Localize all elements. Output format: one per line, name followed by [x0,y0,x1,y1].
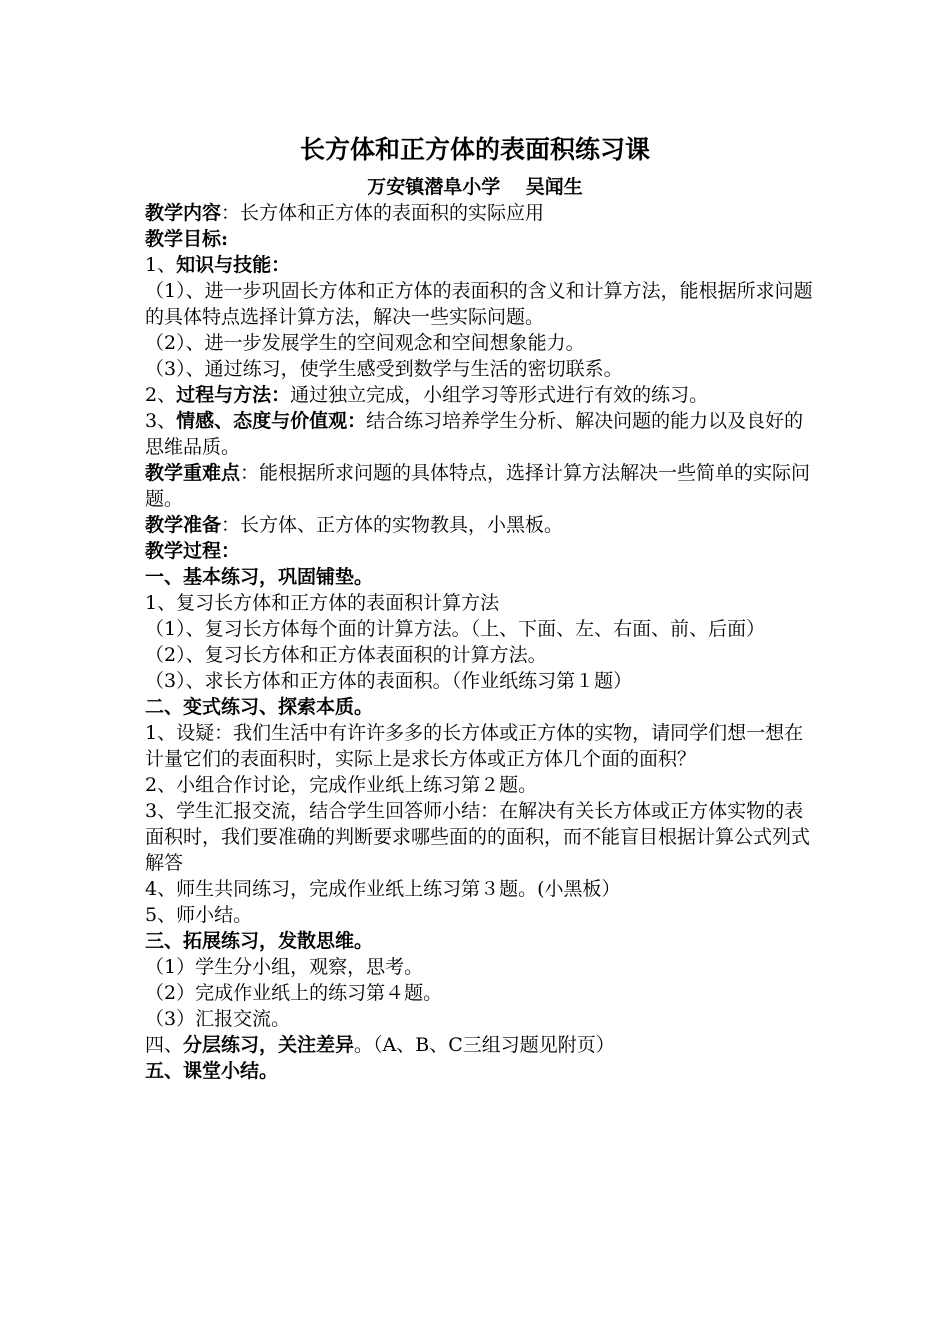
section-3-item-1: （1）学生分小组，观察，思考。 [145,956,424,978]
goal-1-item-2: （2）、进一步发展学生的空间观念和空间想象能力。 [145,332,585,354]
preparation-line [145,512,813,538]
goal-3-line [145,408,813,460]
section-4-label: 分层练习，关注差异 [183,1034,355,1056]
section-1-subitem-1: （1）、复习长方体每个面的计算方法。（上、下面、左、右面、前、后面） [145,618,766,640]
goal-3-label: 情感、态度与价值观： [176,410,367,432]
section-2-item-1: 1、设疑：我们生活中有许许多多的长方体或正方体的实物，请同学们想一想在计量它们的表面积时，实际上是求长方体或正方体几个面的面积？ [145,722,804,770]
section-4-text: 。（A、B、C三组习题见附页） [354,1034,615,1056]
section-2-heading: 二、变式练习、探索本质。 [145,696,374,718]
section-2-item-5: 5、师小结。 [145,904,253,926]
goal-2-label: 过程与方法： [176,384,291,406]
section-4-number: 四、 [145,1034,184,1056]
preparation-text: ：长方体、正方体的实物教具，小黑板。 [221,514,564,536]
section-1-heading: 一、基本练习，巩固铺垫。 [145,566,374,588]
section-2-item-4: 4、师生共同练习，完成作业纸上练习第３题。(小黑板） [145,878,621,900]
section-5-heading: 五、课堂小结。 [145,1060,279,1082]
teaching-goals-heading: 教学目标: [145,228,229,250]
key-difficulty-line [145,460,813,512]
goal-1-item-3: （3）、通过练习，使学生感受到数学与生活的密切联系。 [145,358,623,380]
document-body [145,200,813,1084]
goal-2-line [145,382,813,408]
section-2-item-2: 2、小组合作讨论，完成作业纸上练习第２题。 [145,774,538,796]
section-3-heading: 三、拓展练习，发散思维。 [145,930,374,952]
goal-1-number: 1、 [145,254,177,276]
teaching-content-text: ：长方体和正方体的表面积的实际应用 [221,202,545,224]
key-difficulty-text: ：能根据所求问题的具体特点，选择计算方法解决一些简单的实际问题。 [145,462,811,510]
section-2-item-3: 3、学生汇报交流，结合学生回答师小结：在解决有关长方体或正方体实物的表面积时，我们要准确的判断要求哪些面的的面积，而不能盲目根据计算公式列式解答 [145,800,811,874]
author-line: 万安镇潜阜小学 吴闻生 [367,176,583,198]
section-1-subitem-3: （3）、求长方体和正方体的表面积。（作业纸练习第１题） [145,670,633,692]
section-1-item-1: 1、复习长方体和正方体的表面积计算方法 [145,592,500,614]
document-title: 长方体和正方体的表面积练习课 [299,135,650,164]
section-4-line [145,1032,813,1058]
key-difficulty-label: 教学重难点 [145,462,241,484]
goal-1-item-1: （1）、进一步巩固长方体和正方体的表面积的含义和计算方法，能根据所求问题的具体特点选择计算方法，解决一些实际问题。 [145,280,813,328]
process-heading: 教学过程： [145,540,241,562]
preparation-label: 教学准备 [145,514,222,536]
section-1-subitem-2: （2）、复习长方体和正方体表面积的计算方法。 [145,644,547,666]
goal-1-heading [145,252,813,278]
goal-2-text: 通过独立完成，小组学习等形式进行有效的练习。 [290,384,709,406]
goal-3-number: 3、 [145,410,177,432]
teaching-content-label: 教学内容 [145,202,222,224]
goal-3-text: 结合练习培养学生分析、解决问题的能力以及良好的思维品质。 [145,410,804,458]
goal-2-number: 2、 [145,384,177,406]
section-3-item-3: （3）汇报交流。 [145,1008,291,1030]
goal-1-label: 知识与技能： [176,254,291,276]
teaching-content-line [145,200,813,226]
section-3-item-2: （2）完成作业纸上的练习第４题。 [145,982,443,1004]
